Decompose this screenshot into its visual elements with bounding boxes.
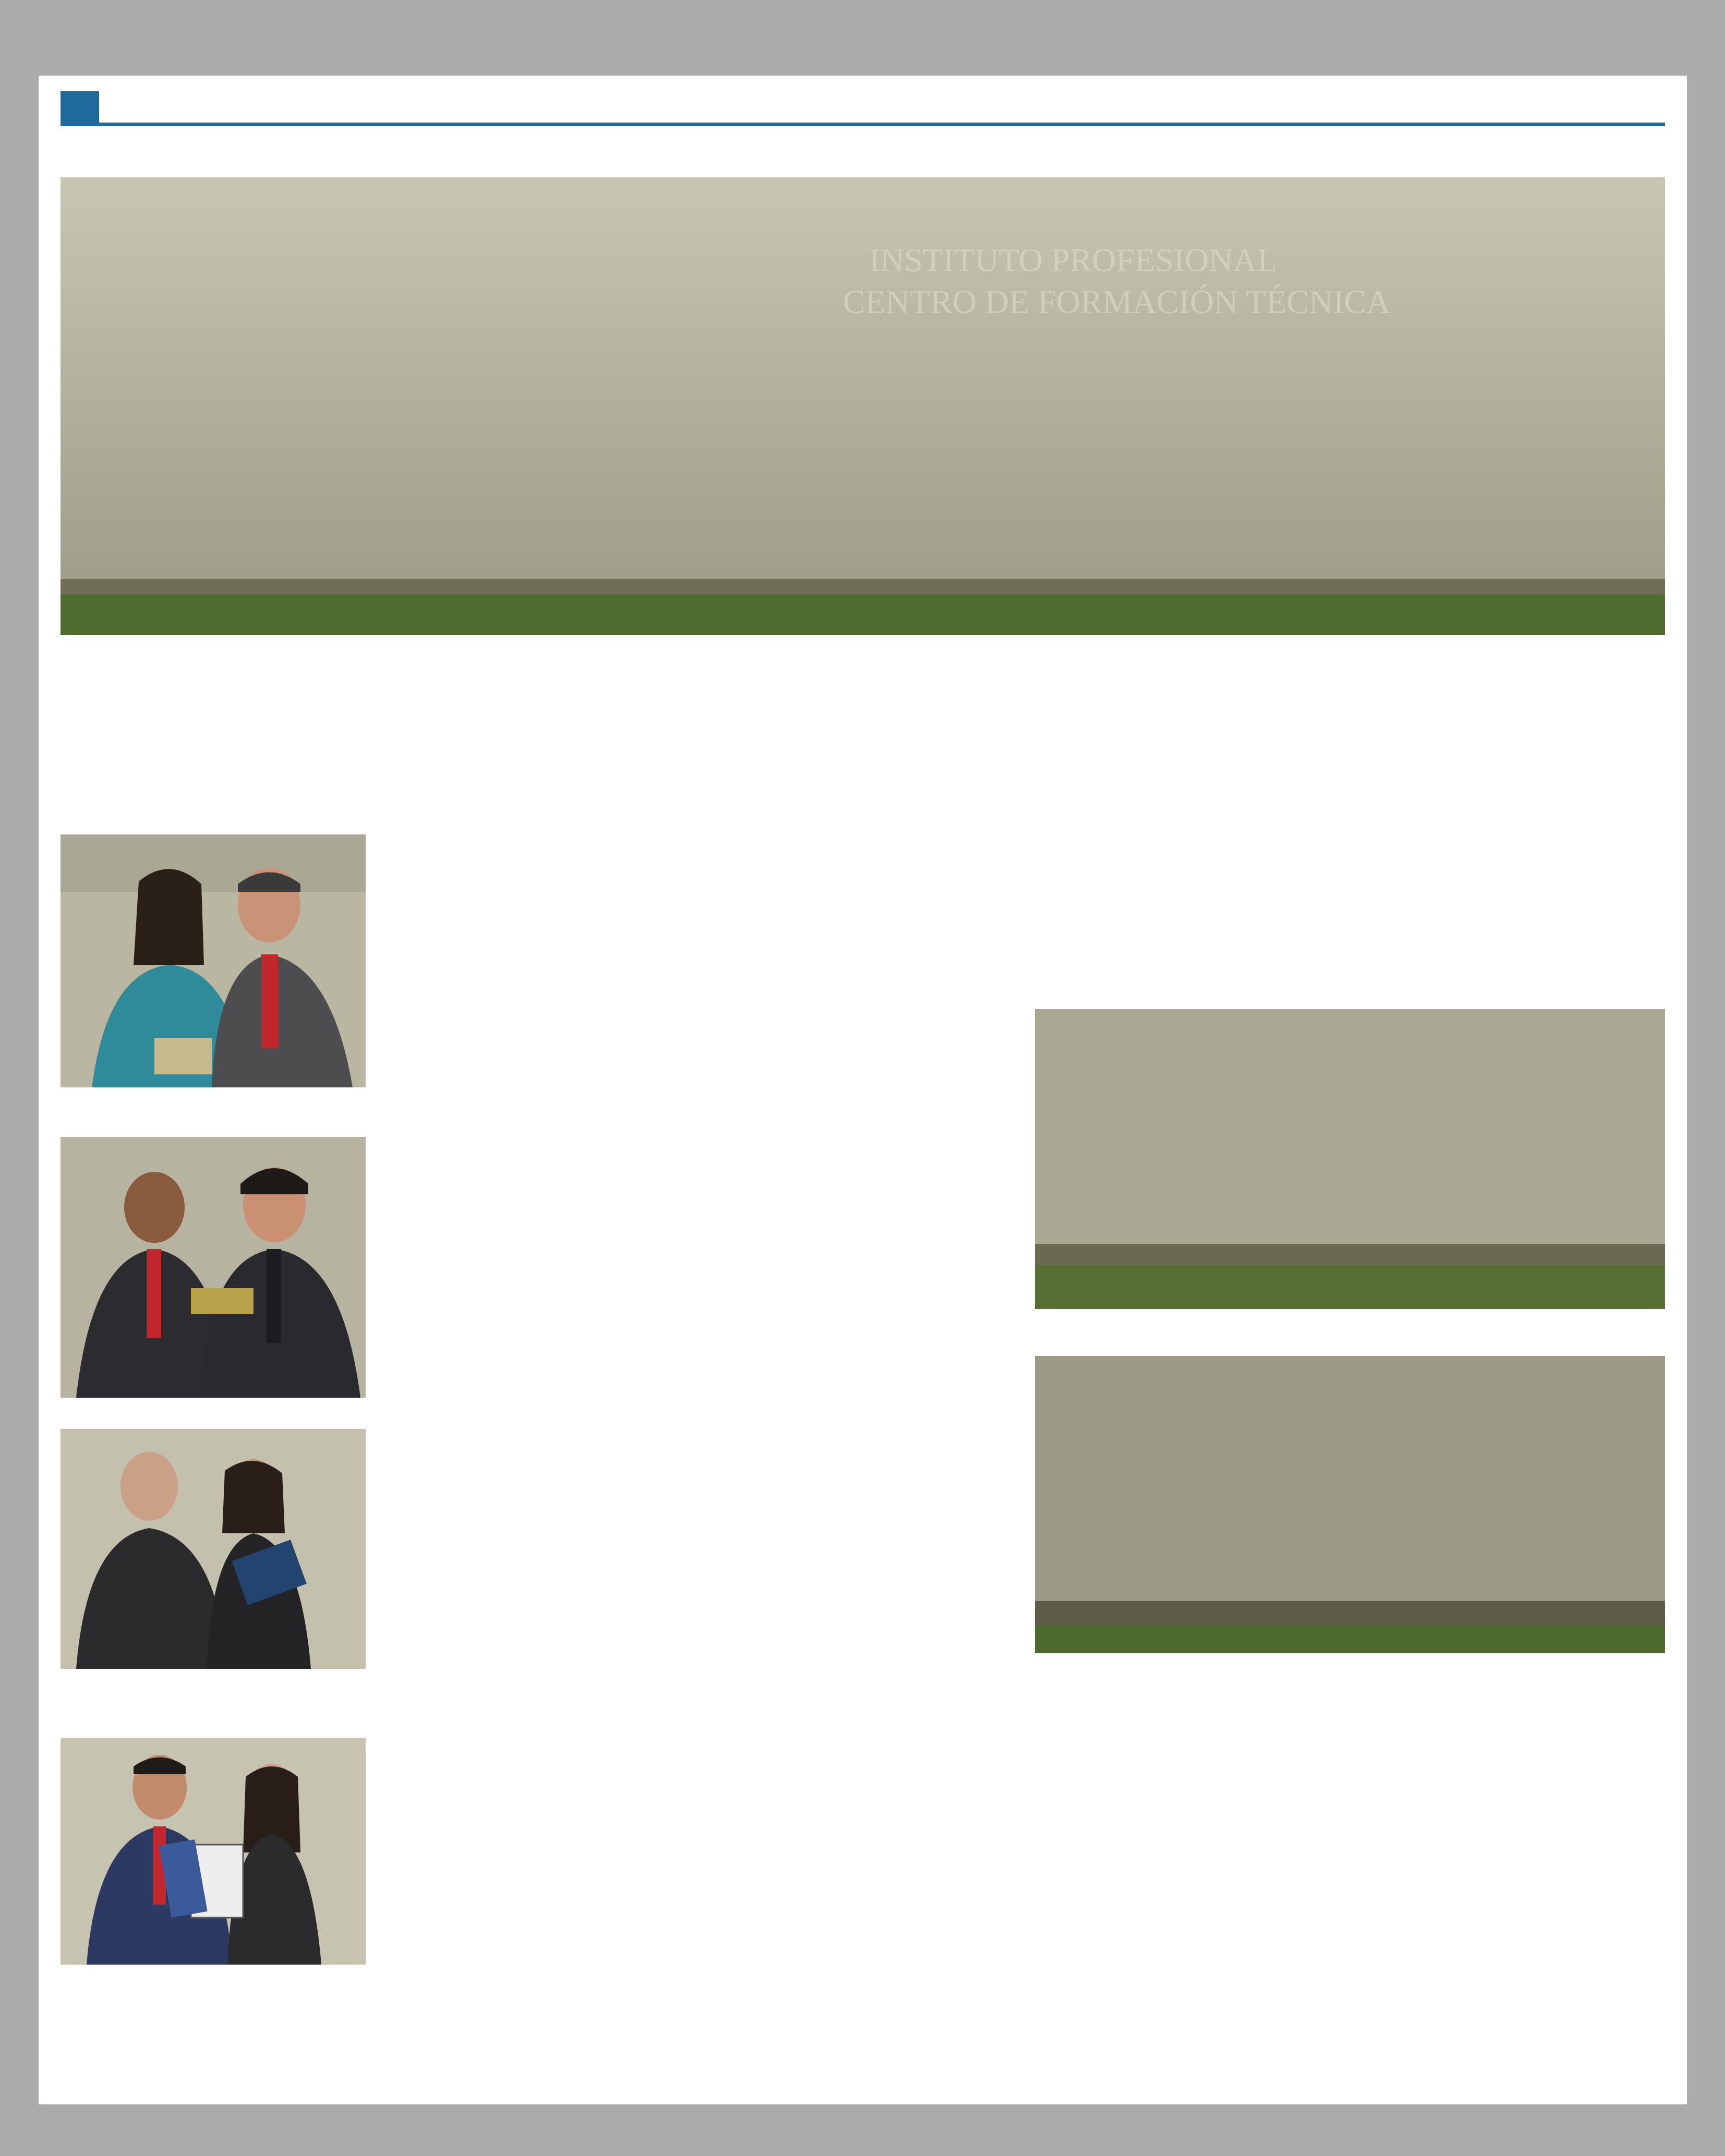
- side-photo-4: [61, 1738, 366, 1965]
- newspaper-page: [39, 76, 1687, 2104]
- page-number: [61, 91, 99, 126]
- side-photo-2: [61, 1137, 366, 1398]
- top-group-photo: [61, 177, 1665, 635]
- right-photo-2: [1035, 1356, 1665, 1653]
- page-header-info: [1642, 91, 1665, 112]
- header-rule: [61, 123, 1665, 126]
- flower-row: [61, 595, 1665, 635]
- backdrop-text-1: INSTITUTO PROFESIONAL: [869, 241, 1277, 278]
- article-column-2: [710, 834, 1018, 846]
- side-photo-1: [61, 834, 366, 1087]
- right-photo-1: [1035, 1009, 1665, 1309]
- side-photo-3: [61, 1429, 366, 1669]
- article-column-1: [387, 834, 695, 839]
- backdrop-text-2: CENTRO DE FORMACIÓN TÉCNICA: [843, 283, 1391, 320]
